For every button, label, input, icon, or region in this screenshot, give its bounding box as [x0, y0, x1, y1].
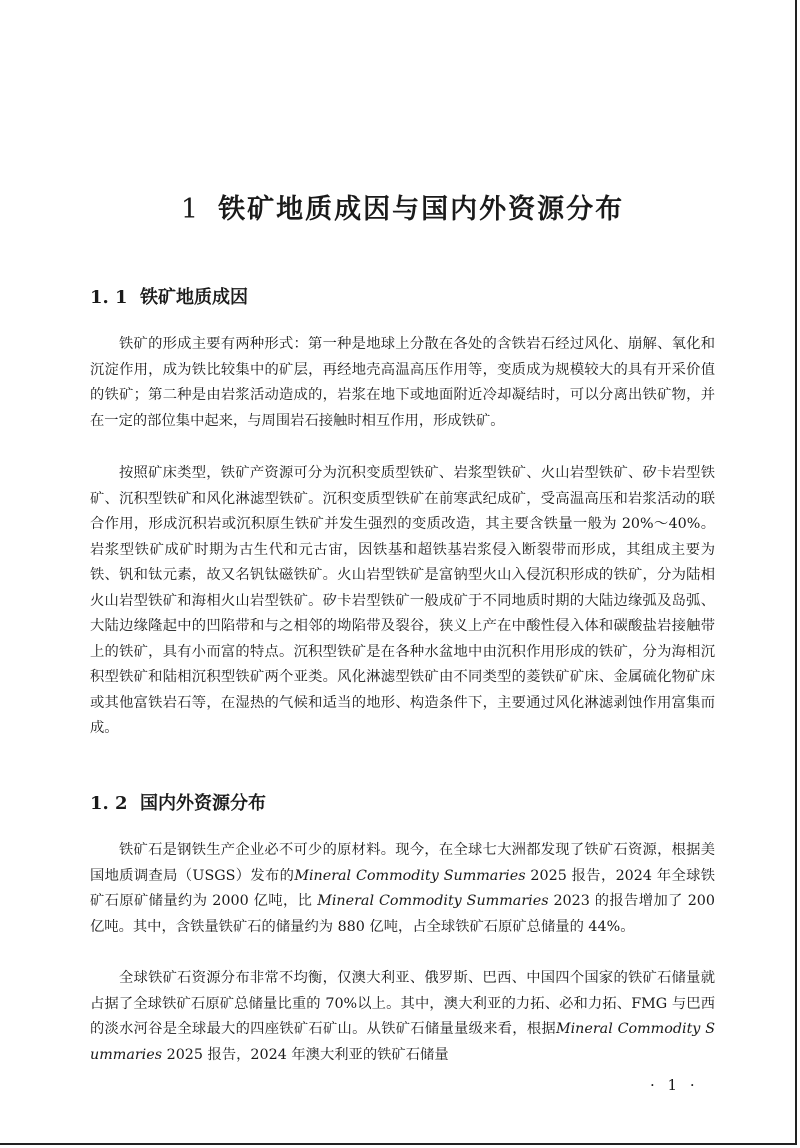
chapter-heading: [90, 190, 715, 230]
section-number: 1. 1: [90, 287, 128, 308]
page-number: · 1 ·: [650, 1076, 699, 1094]
publication-title: Mineral Commodity Summaries: [90, 1021, 715, 1063]
text-run: 全球铁矿石资源分布非常不均衡，仅澳大利亚、俄罗斯、巴西、中国四个国家的铁矿石储量就占据了全球铁矿石原矿总储量比重的 70%以上。其中，澳大利亚的力拓、必和力拓、FMG 与巴西的淡水河谷是全球最大的四座铁矿石矿山。从铁矿石储量量级来看，根据: [90, 970, 715, 1037]
text-run: 2025 报告，2024 年全球铁矿石原矿储量约为 2000 亿吨，比: [90, 867, 716, 909]
paragraph: [90, 966, 715, 1068]
section-heading-1-2: [90, 789, 715, 819]
text-run: 铁矿石是钢铁生产企业必不可少的原材料。现今，在全球七大洲都发现了铁矿石资源，根据美国地质调查局（USGS）发布的: [90, 842, 715, 884]
chapter-number: 1: [180, 194, 201, 225]
section-title: 国内外资源分布: [140, 793, 266, 814]
text-run: 2025 报告，2024 年澳大利亚的铁矿石储量: [162, 1046, 449, 1063]
chapter-title: 铁矿地质成因与国内外资源分布: [218, 194, 625, 225]
publication-title: Mineral Commodity Summaries: [317, 893, 549, 909]
section-heading-1-1: [90, 283, 715, 313]
section-number: 1. 2: [90, 793, 128, 814]
publication-title: Mineral Commodity Summaries: [294, 867, 526, 884]
section-title: 铁矿地质成因: [140, 287, 248, 308]
paragraph: 按照矿床类型，铁矿产资源可分为沉积变质型铁矿、岩浆型铁矿、火山岩型铁矿、矽卡岩型铁矿、沉积型铁矿和风化淋滤型铁矿。沉积变质型铁矿在前寒武纪成矿，受高温高压和岩浆活动的联合作用，形成沉积岩或沉积原生铁矿并发生强烈的变质改造，其主要含铁量一般为 20%～40%。岩浆型铁矿成矿时期为古生代和元古宙，因铁基和超铁基岩浆侵入断裂带而形成，其组成主要为铁、钒和钛元素，故又名钒钛磁铁矿。火山岩型铁矿是富钠型火山入侵沉积形成的铁矿，分为陆相火山岩型铁矿和海相火山岩型铁矿。矽卡岩型铁矿一般成矿于不同地质时期的大陆边缘弧及岛弧、大陆边缘隆起中的凹陷带和与之相邻的坳陷带及裂谷，狭义上产在中酸性侵入体和碳酸盐岩接触带上的铁矿，具有小而富的特点。沉积型铁矿是在各种水盆地中由沉积作用形成的铁矿，分为海相沉积型铁矿和陆相沉积型铁矿两个亚类。风化淋滤型铁矿由不同类型的菱铁矿矿床、金属硫化物矿床或其他富铁岩石等，在湿热的气候和适当的地形、构造条件下，主要通过风化淋滤剥蚀作用富集而成。: [90, 465, 715, 736]
paragraph: 铁矿的形成主要有两种形式：第一种是地球上分散在各处的含铁岩石经过风化、崩解、氧化和沉淀作用，成为铁比较集中的矿层，再经地壳高温高压作用等，变质成为规模较大的具有开采价值的铁矿；第二种是由岩浆活动造成的，岩浆在地下或地面附近冷却凝结时，可以分离出铁矿物，并在一定的部位集中起来，与周围岩石接触时相互作用，形成铁矿。: [90, 336, 715, 429]
paragraph: [90, 838, 715, 940]
text-run: 2023 的报告增加了 200 亿吨。其中，含铁量铁矿石的储量约为 880 亿吨，占全球铁矿石原矿总储量的 44%。: [90, 893, 715, 935]
